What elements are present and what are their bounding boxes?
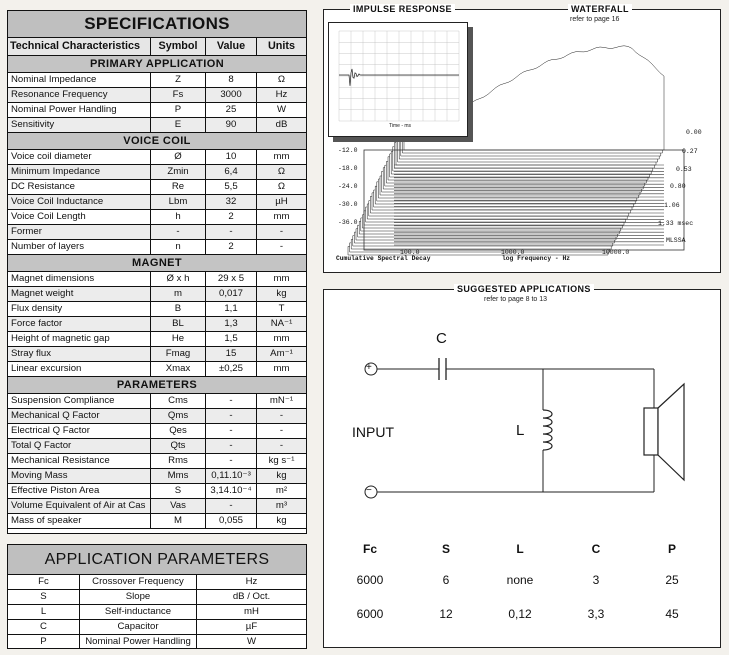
characteristic-cell: Electrical Q Factor [8,424,151,438]
value-cell: - [206,499,257,513]
units-cell: m² [275,485,288,496]
section-primary-application: PRIMARY APPLICATION [8,56,306,73]
magnet-rows [8,272,306,377]
suggested-header-p: P [667,542,676,556]
spec-row [8,118,306,133]
symbol-cell: He [151,332,206,346]
characteristic-cell: Minimum Impedance [8,165,151,179]
characteristic-cell: DC Resistance [8,180,151,194]
spec-row [8,272,306,287]
units-cell: - [279,410,284,421]
section-magnet: MAGNET [8,255,306,272]
characteristic-cell: Voice Coil Inductance [8,195,151,209]
spec-row [8,439,306,454]
app-symbol-cell: C [8,620,80,634]
waterfall-time-tick: 0.53 [676,166,692,173]
spec-row [8,225,306,240]
waterfall-caption-left: Cumulative Spectral Decay [336,255,431,262]
value-cell: 3000 [206,88,257,102]
suggested-header-c: C [591,542,601,556]
units-cell: Am⁻¹ [270,348,293,359]
spec-row [8,88,306,103]
characteristic-cell: Suspension Compliance [8,394,151,408]
specifications-title: SPECIFICATIONS [8,11,306,38]
units-cell: mm [273,211,290,222]
suggested-header-l: L [516,542,524,556]
units-cell: kg [276,470,287,481]
app-name-cell: Slope [80,590,197,604]
suggested-cell: 6000 [356,607,384,621]
symbol-cell: Z [151,73,206,87]
app-units-cell: µF [245,621,258,632]
units-cell: µH [275,196,288,207]
symbol-cell: Fmag [151,347,206,361]
characteristic-cell: Moving Mass [8,469,151,483]
units-cell: dB [275,119,288,130]
symbol-cell: Ø x h [151,272,206,286]
waterfall-x-tick: 1000.0 [501,249,525,256]
spec-row [8,103,306,118]
symbol-cell: h [151,210,206,224]
app-symbol-cell: Fc [8,575,80,589]
value-cell: 0,11.10⁻³ [206,469,257,483]
spec-header-row [8,38,306,56]
units-cell: - [279,440,284,451]
spec-row [8,454,306,469]
value-cell: 8 [206,73,257,87]
characteristic-cell: Magnet dimensions [8,272,151,286]
value-cell: 90 [206,118,257,132]
waterfall-x-tick: 100.0 [400,249,420,256]
app-param-row [8,635,306,649]
characteristic-cell: Linear excursion [8,362,151,376]
symbol-cell: n [151,240,206,254]
spec-row [8,195,306,210]
header-technical-characteristics: Technical Characteristics [8,38,151,55]
symbol-cell: Qms [151,409,206,423]
characteristic-cell: Height of magnetic gap [8,332,151,346]
units-cell: mm [273,333,290,344]
spec-row [8,499,306,514]
spec-row [8,409,306,424]
spec-row [8,332,306,347]
suggested-cell: 3 [592,573,600,587]
spec-row [8,514,306,529]
units-cell: Ω [277,181,286,192]
value-cell: 10 [206,150,257,164]
value-cell: ±0,25 [206,362,257,376]
symbol-cell: S [151,484,206,498]
characteristic-cell: Nominal Power Handling [8,103,151,117]
characteristic-cell: Former [8,225,151,239]
app-param-row [8,575,306,590]
symbol-cell: Qes [151,424,206,438]
value-cell: 1,5 [206,332,257,346]
impulse-x-label: Time - ms [389,123,412,129]
app-symbol-cell: P [8,635,80,649]
header-symbol: Symbol [151,38,206,55]
characteristic-cell: Stray flux [8,347,151,361]
app-units-cell: Hz [245,576,258,587]
value-cell: 3,14.10⁻⁴ [206,484,257,498]
value-cell: 0,017 [206,287,257,301]
units-cell: NA⁻¹ [270,318,293,329]
suggested-cell: 6 [442,573,450,587]
waterfall-caption-right: log Frequency - Hz [502,255,571,262]
header-value: Value [206,38,257,55]
units-cell: T [278,303,285,314]
symbol-cell: Vas [151,499,206,513]
value-cell: 15 [206,347,257,361]
units-cell: m³ [275,500,288,511]
value-cell: 6,4 [206,165,257,179]
waterfall-time-tick: 1.33 msec [658,220,694,227]
app-param-row [8,620,306,635]
units-cell: - [279,425,284,436]
spec-row [8,150,306,165]
symbol-cell: E [151,118,206,132]
impulse-response-title: IMPULSE RESPONSE [350,4,455,14]
suggested-applications-panel [323,284,721,648]
suggested-cell: 3,3 [587,607,605,621]
inductor-coil-icon [543,410,552,450]
characteristic-cell: Mechanical Q Factor [8,409,151,423]
value-cell: - [206,439,257,453]
voice-coil-rows [8,150,306,255]
value-cell: 32 [206,195,257,209]
impulse-response-chart [329,23,467,136]
units-cell: Hz [275,89,288,100]
app-name-cell: Crossover Frequency [80,575,197,589]
characteristic-cell: Number of layers [8,240,151,254]
characteristic-cell: Nominal Impedance [8,73,151,87]
waterfall-y-tick: -24.0 [338,183,358,190]
suggested-applications-title: SUGGESTED APPLICATIONS [454,284,594,294]
spec-row [8,240,306,255]
characteristic-cell: Volume Equivalent of Air at Cas [8,499,151,513]
minus-sign: − [366,485,372,496]
value-cell: - [206,409,257,423]
app-units-cell: W [246,636,257,647]
symbol-cell: P [151,103,206,117]
value-cell: - [206,424,257,438]
waterfall-time-tick: 0.27 [682,148,698,155]
units-cell: kg s⁻¹ [268,455,295,466]
symbol-cell: Mms [151,469,206,483]
symbol-cell: - [151,225,206,239]
units-cell: - [279,241,284,252]
units-cell: kg [276,288,287,299]
speaker-icon [644,408,658,455]
suggested-cell: none [506,573,534,587]
value-cell: - [206,225,257,239]
symbol-cell: Qts [151,439,206,453]
units-cell: mm [273,363,290,374]
application-parameters-title: APPLICATION PARAMETERS [8,545,306,575]
spec-row [8,347,306,362]
waterfall-y-tick: -30.0 [338,201,358,208]
characteristic-cell: Effective Piston Area [8,484,151,498]
value-cell: - [206,454,257,468]
value-cell: 0,055 [206,514,257,528]
spec-row [8,317,306,332]
suggested-cell: 25 [665,573,679,587]
characteristic-cell: Mass of speaker [8,514,151,528]
app-name-cell: Self-inductance [80,605,197,619]
units-cell: W [276,104,287,115]
value-cell: 2 [206,210,257,224]
header-units: Units [268,40,295,52]
app-units-cell: mH [244,606,259,617]
characteristic-cell: Sensitivity [8,118,151,132]
value-cell: 1,3 [206,317,257,331]
suggested-header-s: S [441,542,450,556]
symbol-cell: Ø [151,150,206,164]
characteristic-cell: Force factor [8,317,151,331]
waterfall-time-tick: 0.00 [686,129,702,136]
application-parameters-rows [8,575,306,649]
waterfall-y-tick: -12.0 [338,147,358,154]
spec-row [8,424,306,439]
section-parameters: PARAMETERS [8,377,306,394]
waterfall-x-tick: 10000.0 [602,249,630,256]
units-cell: mm [273,273,290,284]
value-cell: 1,1 [206,302,257,316]
waterfall-time-tick: 0.80 [670,183,686,190]
units-cell: - [279,226,284,237]
symbol-cell: BL [151,317,206,331]
spec-row [8,469,306,484]
app-units-cell: dB / Oct. [232,591,271,602]
spec-row [8,165,306,180]
symbol-cell: Fs [151,88,206,102]
app-symbol-cell: L [8,605,80,619]
plus-sign: + [366,362,372,373]
waterfall-y-tick: -18.0 [338,165,358,172]
symbol-cell: M [151,514,206,528]
app-param-row [8,605,306,620]
app-name-cell: Capacitor [80,620,197,634]
specifications-table [7,10,307,534]
suggested-applications-subtitle: refer to page 8 to 13 [484,296,548,303]
symbol-cell: Lbm [151,195,206,209]
suggested-cell: 0,12 [508,607,532,621]
app-symbol-cell: S [8,590,80,604]
impulse-response-inset [328,22,468,137]
units-cell: mN⁻¹ [269,395,294,406]
value-cell: - [206,394,257,408]
suggested-cell: 45 [665,607,679,621]
crossover-circuit-diagram [324,290,720,530]
units-cell: Ω [277,166,286,177]
app-param-row [8,590,306,605]
value-cell: 2 [206,240,257,254]
spec-row [8,287,306,302]
symbol-cell: Zmin [151,165,206,179]
symbol-cell: Re [151,180,206,194]
characteristic-cell: Voice coil diameter [8,150,151,164]
characteristic-cell: Mechanical Resistance [8,454,151,468]
characteristic-cell: Magnet weight [8,287,151,301]
mlssa-label: MLSSA [666,237,686,244]
units-cell: kg [276,515,287,526]
characteristic-cell: Voice Coil Length [8,210,151,224]
characteristic-cell: Flux density [8,302,151,316]
symbol-cell: Xmax [151,362,206,376]
waterfall-panel [323,4,721,273]
value-cell: 5,5 [206,180,257,194]
waterfall-subtitle: refer to page 16 [570,16,620,23]
spec-row [8,302,306,317]
primary-rows [8,73,306,133]
spec-row [8,362,306,377]
value-cell: 29 x 5 [206,272,257,286]
application-parameters-table [7,544,307,649]
waterfall-time-tick: 1.06 [664,202,680,209]
symbol-cell: Rms [151,454,206,468]
capacitor-label: C [436,330,447,347]
app-name-cell: Nominal Power Handling [80,635,197,649]
waterfall-title: WATERFALL [568,4,632,14]
symbol-cell: Cms [151,394,206,408]
spec-row [8,484,306,499]
suggested-header-fc: Fc [362,542,377,556]
waterfall-y-tick: -36.0 [338,219,358,226]
value-cell: 25 [206,103,257,117]
spec-row [8,73,306,88]
inductor-label: L [516,422,525,439]
symbol-cell: B [151,302,206,316]
symbol-cell: m [151,287,206,301]
spec-row [8,394,306,409]
suggested-cell: 6000 [356,573,384,587]
suggested-cell: 12 [439,607,453,621]
characteristic-cell: Total Q Factor [8,439,151,453]
input-label: INPUT [352,424,394,440]
spec-row [8,180,306,195]
parameters-rows [8,394,306,529]
characteristic-cell: Resonance Frequency [8,88,151,102]
units-cell: mm [273,151,290,162]
section-voice-coil: VOICE COIL [8,133,306,150]
spec-row [8,210,306,225]
units-cell: Ω [277,74,286,85]
